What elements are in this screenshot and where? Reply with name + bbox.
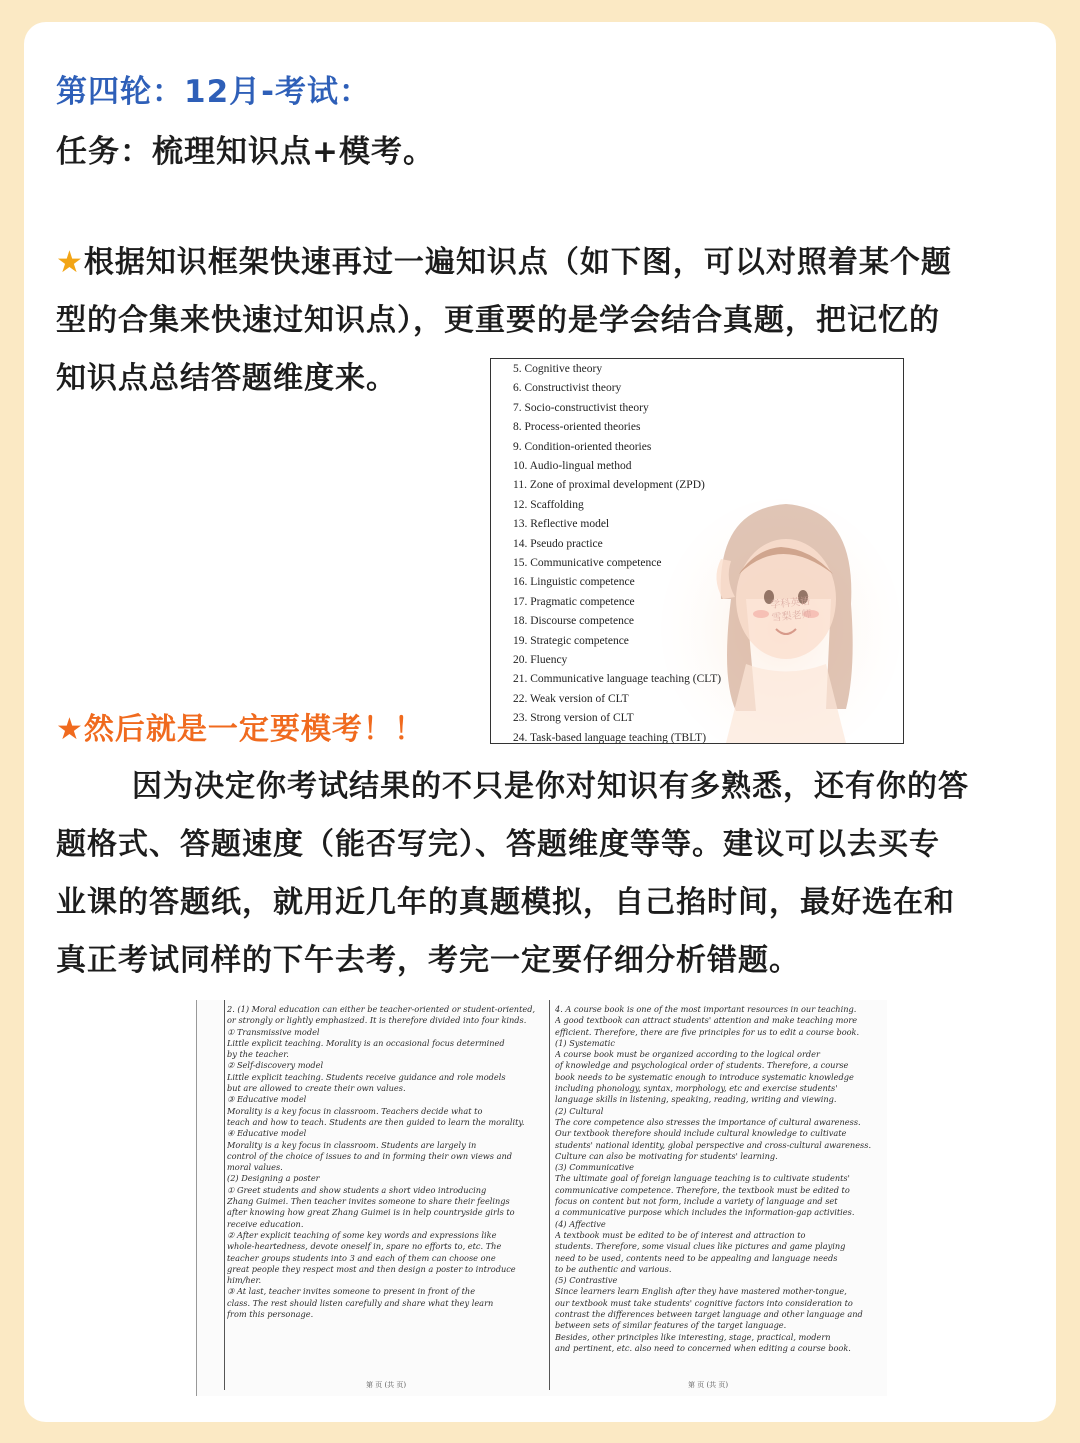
handwritten-line: moral values.: [227, 1162, 283, 1173]
mock-exam-heading: ★然后就是一定要模考！！: [56, 712, 425, 747]
handwritten-line: language skills in listening, speaking, reading, writing and viewing.: [555, 1094, 837, 1105]
handwritten-line: from this personage.: [227, 1309, 314, 1320]
handwritten-line: ① Transmissive model: [227, 1026, 320, 1037]
handwritten-line: A good textbook can attract students' attention and make teaching more: [555, 1015, 858, 1026]
handwritten-line: but are allowed to create their own values.: [227, 1083, 406, 1094]
handwritten-line: need to be used, contents need to be appealing and language needs: [555, 1252, 838, 1263]
handwritten-line: Besides, other principles like interesting, stage, practical, modern: [555, 1331, 831, 1342]
handwritten-line: book needs to be systematic enough to introduce systematic knowledge: [555, 1071, 854, 1082]
term-item: 22. Weak version of CLT: [513, 692, 629, 705]
term-item: 13. Reflective model: [513, 518, 610, 531]
content-card: [24, 22, 1056, 1422]
handwritten-line: our textbook must take students' cognitive factors into consideration to: [555, 1297, 853, 1308]
term-item: 21. Communicative language teaching (CLT): [513, 673, 722, 686]
handwritten-line: (2) Cultural: [555, 1105, 604, 1116]
term-item: 17. Pragmatic competence: [513, 595, 635, 608]
term-item: 23. Strong version of CLT: [513, 712, 634, 725]
term-item: 11. Zone of proximal development (ZPD): [513, 479, 705, 492]
handwritten-line: communicative competence. Therefore, the textbook must be edited to: [555, 1184, 850, 1195]
handwritten-line: A textbook must be edited to be of interest and attraction to: [555, 1229, 806, 1240]
term-item: 7. Socio-constructivist theory: [513, 401, 649, 414]
handwritten-line: teacher groups students into 3 and each of them can choose one: [227, 1252, 496, 1263]
handwritten-line: ③ Educative model: [227, 1094, 307, 1105]
term-item: 12. Scaffolding: [513, 498, 584, 511]
handwritten-line: (1) Systematic: [555, 1037, 615, 1048]
handwritten-line: teach and how to teach. Students are then guided to learn the morality.: [227, 1116, 525, 1127]
terms-list-image: [490, 358, 904, 744]
handwritten-line: between sets of similar features of the target language.: [555, 1320, 787, 1331]
round-title: 第四轮：12月-考试：: [56, 74, 372, 110]
paragraph-line: ★根据知识框架快速再过一遍知识点（如下图，可以对照着某个题: [56, 245, 952, 280]
handwritten-line: 2. (1) Moral education can either be teacher-oriented or student-oriented,: [227, 1004, 536, 1014]
sheet-footer-right: 第 页 (共 页): [688, 1381, 729, 1389]
star-icon: ★: [56, 245, 84, 280]
paragraph-line: 知识点总结答题维度来。: [56, 361, 397, 396]
term-item: 14. Pseudo practice: [513, 537, 603, 550]
task-line: 任务：梳理知识点+模考。: [56, 134, 435, 170]
handwritten-line: The core competence also stresses the importance of cultural awareness.: [555, 1116, 861, 1127]
handwritten-line: Culture can also be motivating for students' learning.: [555, 1150, 778, 1161]
paragraph-line: 因为决定你考试结果的不只是你对知识有多熟悉，还有你的答: [132, 769, 969, 804]
paragraph-line: 业课的答题纸，就用近几年的真题模拟，自己掐时间，最好选在和: [56, 885, 955, 920]
handwritten-line: (4) Affective: [555, 1218, 606, 1229]
term-item: 19. Strategic competence: [513, 634, 629, 647]
handwritten-line: to be authentic and various.: [555, 1263, 672, 1274]
handwritten-line: of knowledge and psychological order of students. Therefore, a course: [555, 1060, 849, 1071]
sheet-column-divider: [549, 1000, 550, 1390]
handwritten-line: The ultimate goal of foreign language teaching is to cultivate students': [555, 1173, 850, 1184]
handwritten-line: efficient. Therefore, there are five principles for us to edit a course book.: [555, 1026, 860, 1037]
handwritten-line: receive education.: [227, 1218, 304, 1229]
term-item: 5. Cognitive theory: [513, 363, 603, 375]
handwritten-line: (3) Communicative: [555, 1162, 634, 1173]
handwritten-line: students' national identity, global perspective and cross-cultural awareness.: [555, 1139, 872, 1150]
handwritten-line: after knowing how great Zhang Guimei is in help countryside girls to: [227, 1207, 515, 1218]
handwritten-line: Little explicit teaching. Morality is an occasional focus determined: [227, 1037, 505, 1048]
term-item: 8. Process-oriented theories: [513, 421, 641, 434]
paragraph-mock-exam: [56, 758, 1026, 990]
handwritten-line: ④ Educative model: [227, 1128, 307, 1139]
handwritten-line: Morality is a key focus in classroom. Teachers decide what to: [227, 1105, 483, 1116]
handwritten-line: focus on content but not form, include a variety of language and set: [555, 1196, 838, 1207]
term-item: 9. Condition-oriented theories: [513, 440, 652, 453]
handwritten-line: a communicative purpose which includes the information-gap activities.: [555, 1207, 855, 1218]
handwritten-line: class. The rest should listen carefully and share what they learn: [227, 1297, 494, 1308]
handwritten-line: great people they respect most and then design a poster to introduce: [227, 1263, 516, 1274]
handwritten-line: whole-heartedness, devote oneself in, spare no efforts to, etc. The: [227, 1241, 502, 1252]
handwritten-line: students. Therefore, some visual clues like pictures and game playing: [555, 1241, 846, 1252]
term-item: 6. Constructivist theory: [513, 382, 622, 395]
handwritten-line: ③ At last, teacher invites someone to present in front of the: [227, 1286, 476, 1297]
handwritten-line: control of the choice of issues to and in forming their own views and: [227, 1150, 513, 1161]
sheet-footer-left: 第 页 (共 页): [366, 1381, 407, 1389]
sheet-left-column: [227, 1004, 545, 1320]
handwritten-line: ② After explicit teaching of some key words and expressions like: [227, 1229, 497, 1240]
watermark-stamp: 学科英语 雪梨老师: [769, 595, 813, 625]
handwritten-line: 4. A course book is one of the most important resources in our teaching.: [555, 1004, 857, 1014]
handwritten-line: him/her.: [227, 1275, 262, 1286]
handwritten-line: Since learners learn English after they have mastered mother-tongue,: [555, 1286, 847, 1297]
term-item: 20. Fluency: [513, 654, 568, 666]
handwritten-line: and pertinent, etc. also need to concerned when editing a course book.: [555, 1342, 851, 1353]
handwritten-line: (5) Contrastive: [555, 1275, 618, 1286]
handwritten-line: including phonology, syntax, morphology, etc and exercise students': [555, 1083, 838, 1094]
handwritten-line: Zhang Guimei. Then teacher invites someone to share their feelings: [227, 1196, 510, 1207]
sheet-margin-line: [224, 1000, 225, 1390]
handwritten-line: ① Greet students and show students a short video introducing: [227, 1184, 487, 1195]
paragraph-line: 题格式、答题速度（能否写完）、答题维度等等。建议可以去买专: [56, 827, 940, 862]
handwritten-line: Morality is a key focus in classroom. Students are largely in: [227, 1139, 477, 1150]
answer-sheet-image: [196, 1000, 887, 1396]
term-item: 15. Communicative competence: [513, 557, 662, 569]
paragraph-line: 真正考试同样的下午去考，考完一定要仔细分析错题。: [56, 943, 800, 978]
handwritten-line: Little explicit teaching. Students receive guidance and role models: [227, 1071, 506, 1082]
term-item: 16. Linguistic competence: [513, 576, 635, 589]
handwritten-line: ② Self-discovery model: [227, 1060, 324, 1071]
term-item: 24. Task-based language teaching (TBLT): [513, 731, 707, 744]
handwritten-line: by the teacher.: [227, 1049, 289, 1060]
handwritten-line: contrast the differences between target language and other language and: [555, 1309, 863, 1320]
handwritten-line: A course book must be organized according to the logical order: [555, 1049, 820, 1060]
term-item: 18. Discourse competence: [513, 615, 635, 628]
paragraph-line: 型的合集来快速过知识点），更重要的是学会结合真题，把记忆的: [56, 303, 940, 338]
term-item: 10. Audio-lingual method: [513, 460, 632, 472]
handwritten-line: (2) Designing a poster: [227, 1173, 320, 1184]
handwritten-line: Our textbook therefore should include cultural knowledge to cultivate: [555, 1128, 847, 1139]
sheet-right-column: [555, 1004, 881, 1354]
handwritten-line: or strongly or lightly emphasized. It is therefore divided into four kinds.: [227, 1015, 527, 1026]
